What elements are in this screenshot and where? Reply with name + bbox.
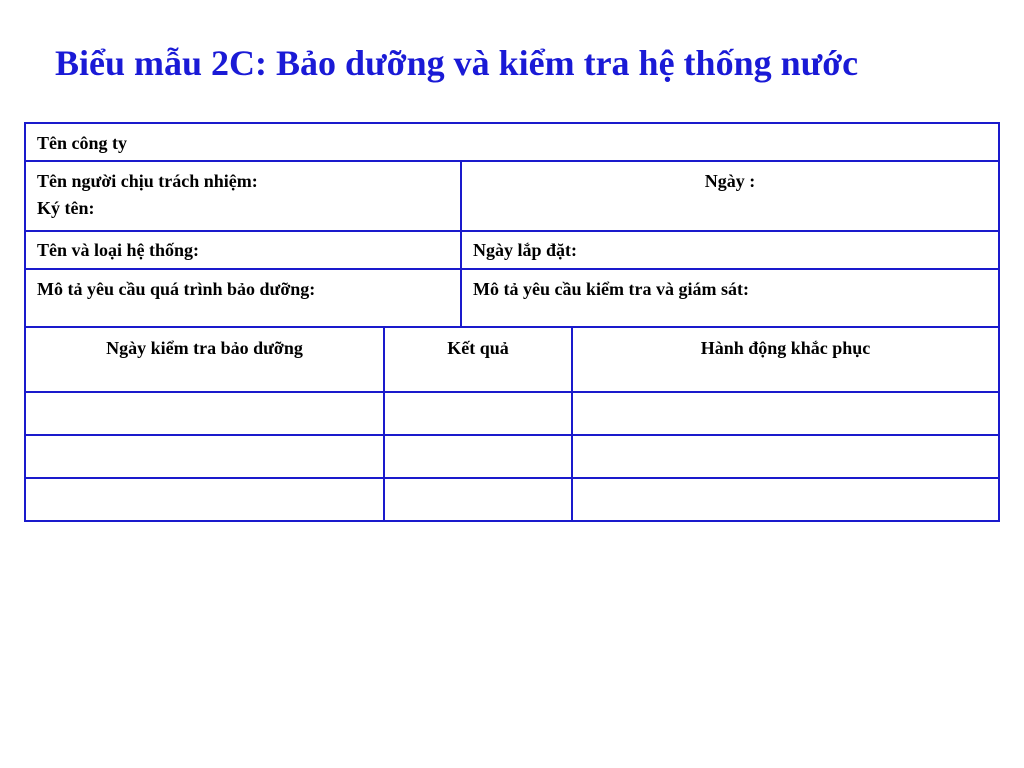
form-border-top	[24, 122, 1000, 124]
signature-label: Ký tên:	[37, 198, 95, 218]
table-cell-row1-result[interactable]	[385, 393, 571, 434]
table-cell-row3-result[interactable]	[385, 479, 571, 520]
system-name-type-label: Tên và loại hệ thống:	[37, 240, 200, 260]
form-border-right	[998, 122, 1000, 522]
install-date-label: Ngày lắp đặt:	[473, 240, 578, 260]
form-divider-3	[24, 268, 1000, 270]
table-cell-row3-date[interactable]	[26, 479, 383, 520]
table-header-corrective-action: Hành động khắc phục	[700, 338, 871, 358]
inspection-description-label: Mô tả yêu cầu kiểm tra và giám sát:	[473, 279, 749, 299]
table-cell-row2-action[interactable]	[573, 436, 998, 477]
form-divider-1	[24, 160, 1000, 162]
maintenance-form	[24, 122, 1000, 523]
page-title: Biểu mẫu 2C: Bảo dưỡng và kiểm tra hệ thống nước	[55, 43, 859, 83]
table-cell-row3-action[interactable]	[573, 479, 998, 520]
table-cell-row1-action[interactable]	[573, 393, 998, 434]
company-name-label: Tên công ty	[37, 133, 127, 153]
form-divider-2	[24, 230, 1000, 232]
table-cell-row2-result[interactable]	[385, 436, 571, 477]
table-cell-row2-date[interactable]	[26, 436, 383, 477]
maintenance-description-label: Mô tả yêu cầu quá trình bảo dưỡng:	[37, 279, 316, 299]
table-header-result: Kết quả	[447, 338, 509, 358]
date-label: Ngày :	[704, 171, 756, 191]
form-border-bottom	[24, 520, 1000, 522]
table-header-inspection-date: Ngày kiểm tra bảo dưỡng	[106, 338, 303, 358]
table-cell-row1-date[interactable]	[26, 393, 383, 434]
responsible-person-label: Tên người chịu trách nhiệm:	[37, 171, 258, 191]
form-divider-4	[24, 326, 1000, 328]
